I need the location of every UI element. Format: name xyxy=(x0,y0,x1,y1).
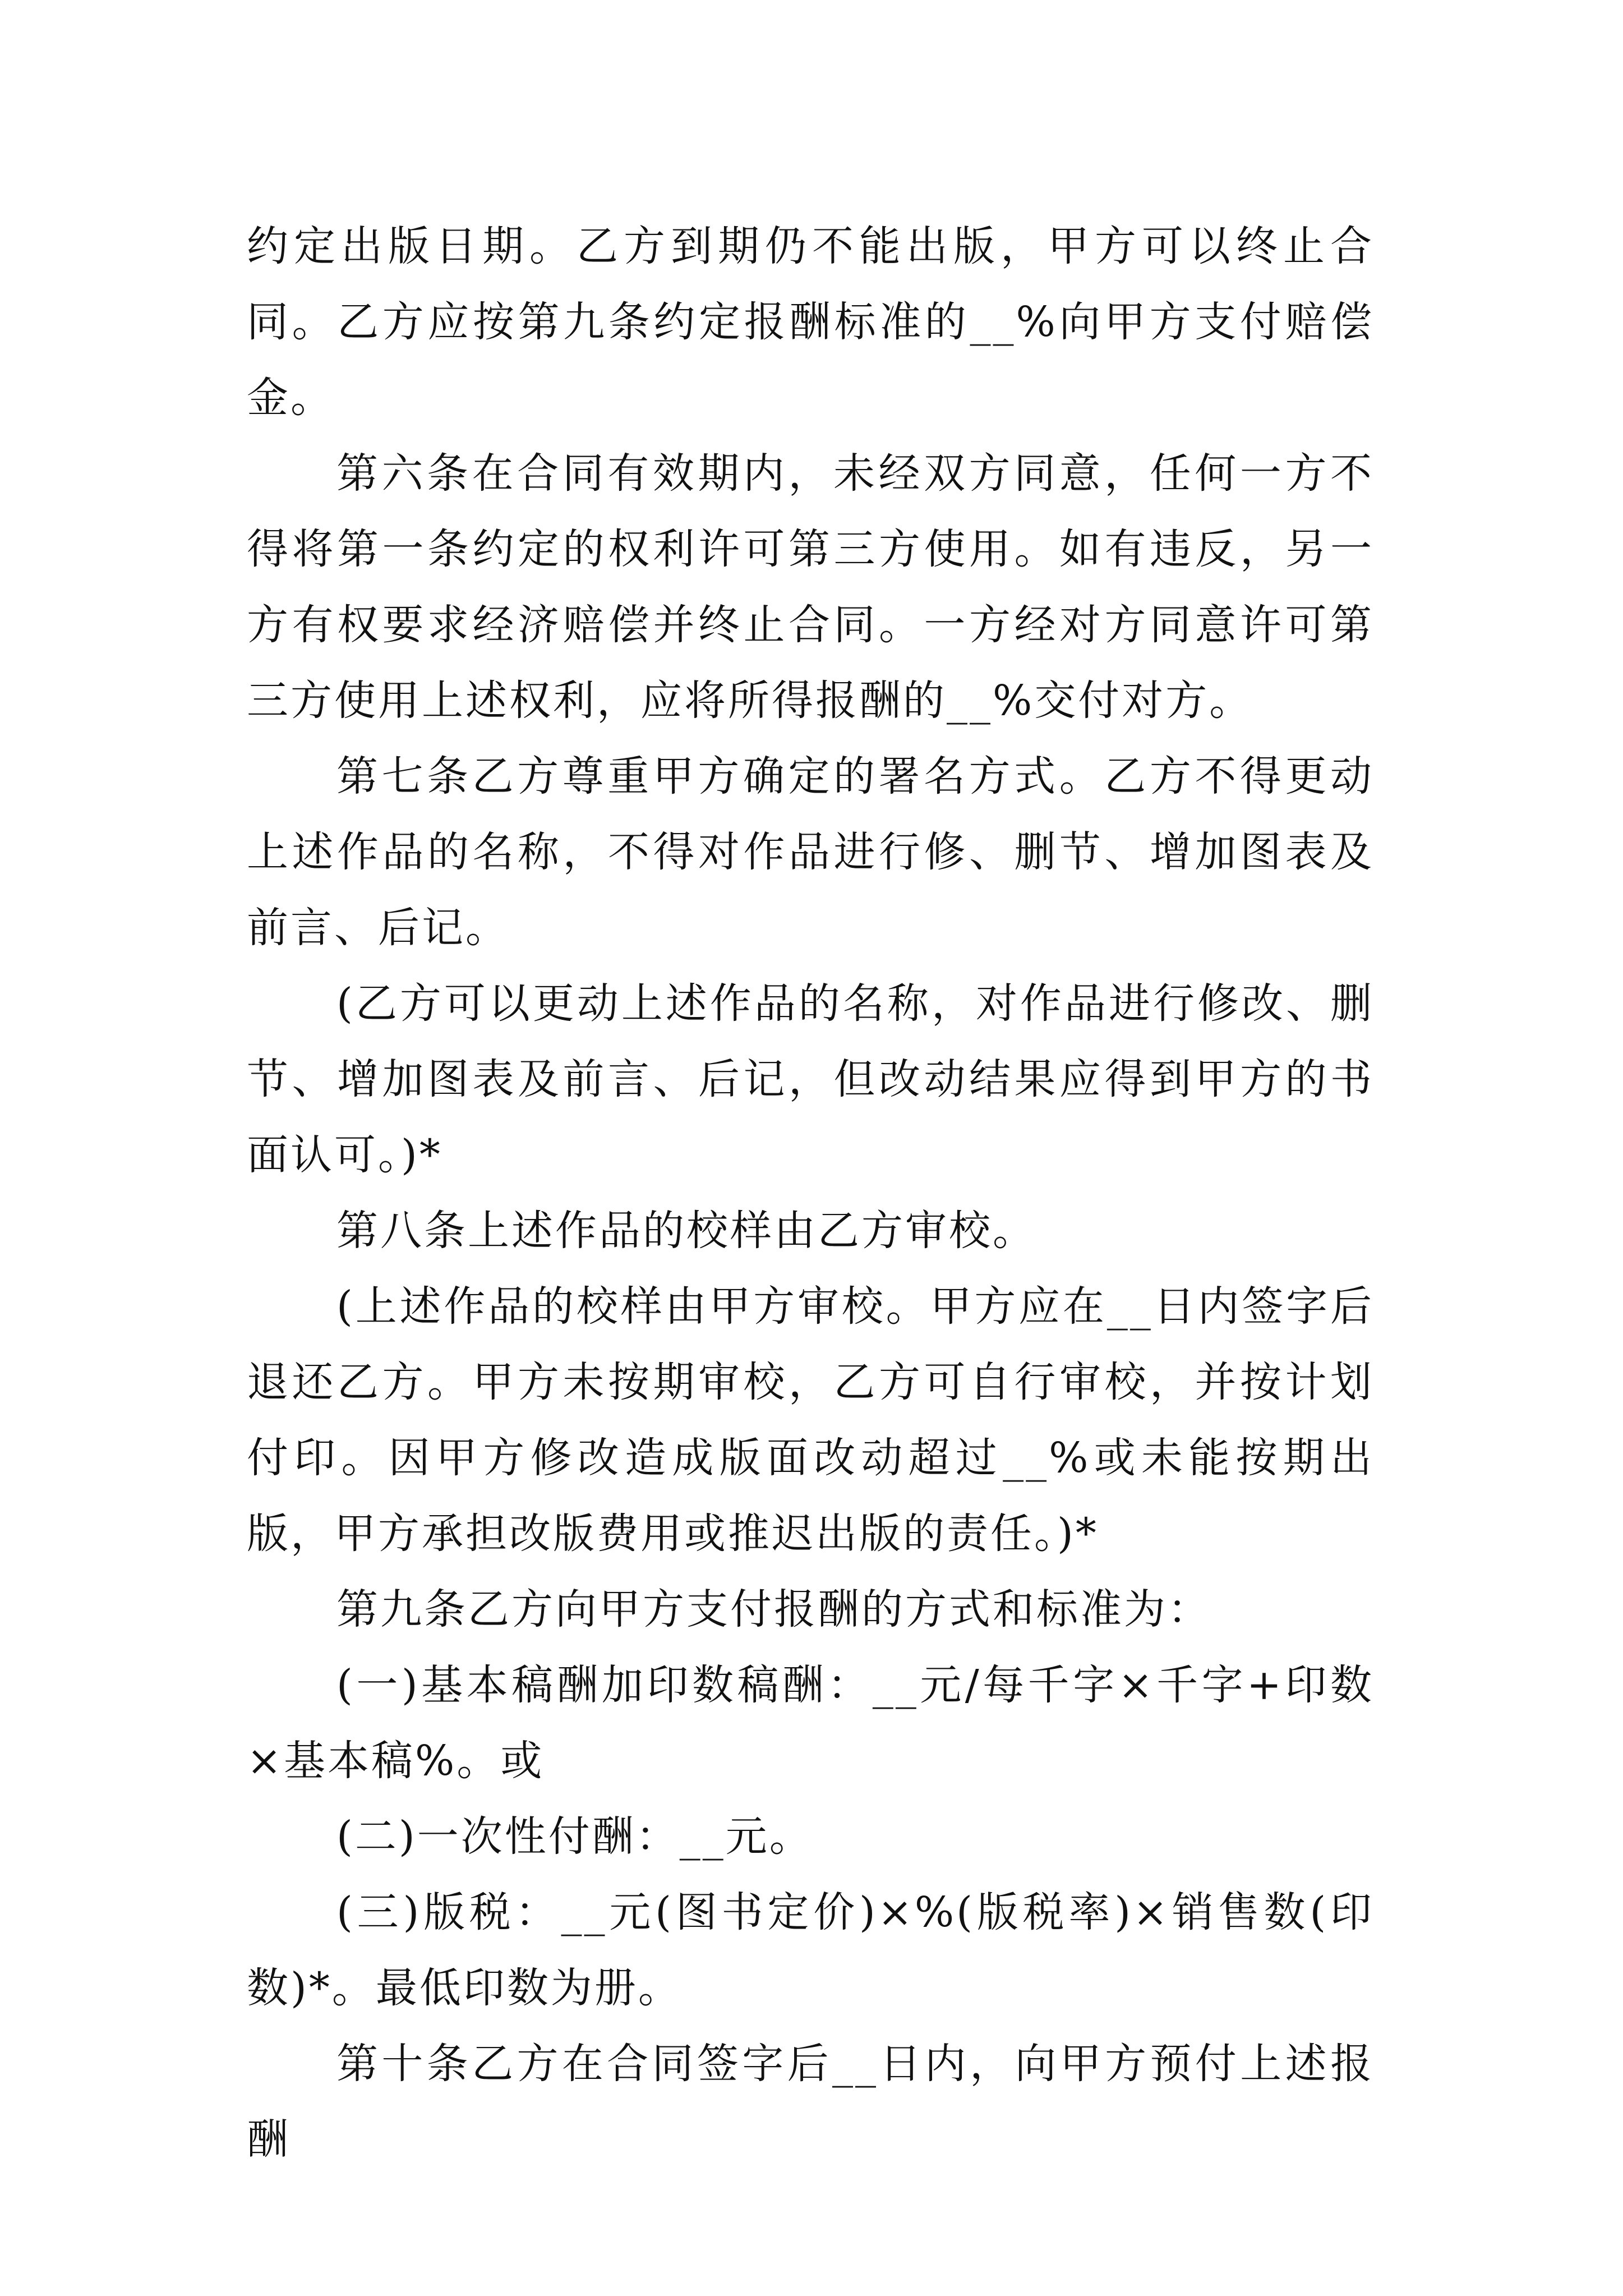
paragraph-article-9: 第九条乙方向甲方支付报酬的方式和标准为： xyxy=(336,1585,1211,1634)
paragraph-article-7-alt: (乙方可以更动上述作品的名称，对作品进行修改、删节、增加图表及前言、后记，但改动结果应得到甲方的书面认可。)* xyxy=(247,979,1374,1179)
paragraph-article-9-option-1: (一)基本稿酬加印数稿酬：__元/每千字×千字+印数×基本稿%。或 xyxy=(247,1661,1374,1785)
paragraph-article-10: 第十条乙方在合同签字后__日内，向甲方预付上述报酬 xyxy=(247,2040,1374,2164)
paragraph-article-7: 第七条乙方尊重甲方确定的署名方式。乙方不得更动上述作品的名称，不得对作品进行修、删节、增加图表及前言、后记。 xyxy=(247,752,1374,952)
paragraph-article-9-option-3: (三)版税：__元(图书定价)×%(版税率)×销售数(印数)*。最低印数为册。 xyxy=(247,1888,1374,2012)
paragraph-article-6: 第六条在合同有效期内，未经双方同意，任何一方不得将第一条约定的权利许可第三方使用。如有违反，另一方有权要求经济赔偿并终止合同。一方经对方同意许可第三方使用上述权利，应将所得报酬的__%交付对方。 xyxy=(247,449,1374,725)
paragraph-article-8: 第八条上述作品的校样由乙方审校。 xyxy=(336,1207,1036,1255)
paragraph-article-9-option-2: (二)一次性付酬：__元。 xyxy=(336,1812,813,1861)
paragraph-continuation: 约定出版日期。乙方到期仍不能出版，甲方可以终止合同。乙方应按第九条约定报酬标准的__%向甲方支付赔偿金。 xyxy=(247,222,1374,422)
document-body xyxy=(247,209,1374,2178)
paragraph-article-8-alt: (上述作品的校样由甲方审校。甲方应在__日内签字后退还乙方。甲方未按期审校，乙方可自行审校，并按计划付印。因甲方修改造成版面改动超过__%或未能按期出版，甲方承担改版费用或推迟出版的责任。)* xyxy=(247,1282,1374,1558)
